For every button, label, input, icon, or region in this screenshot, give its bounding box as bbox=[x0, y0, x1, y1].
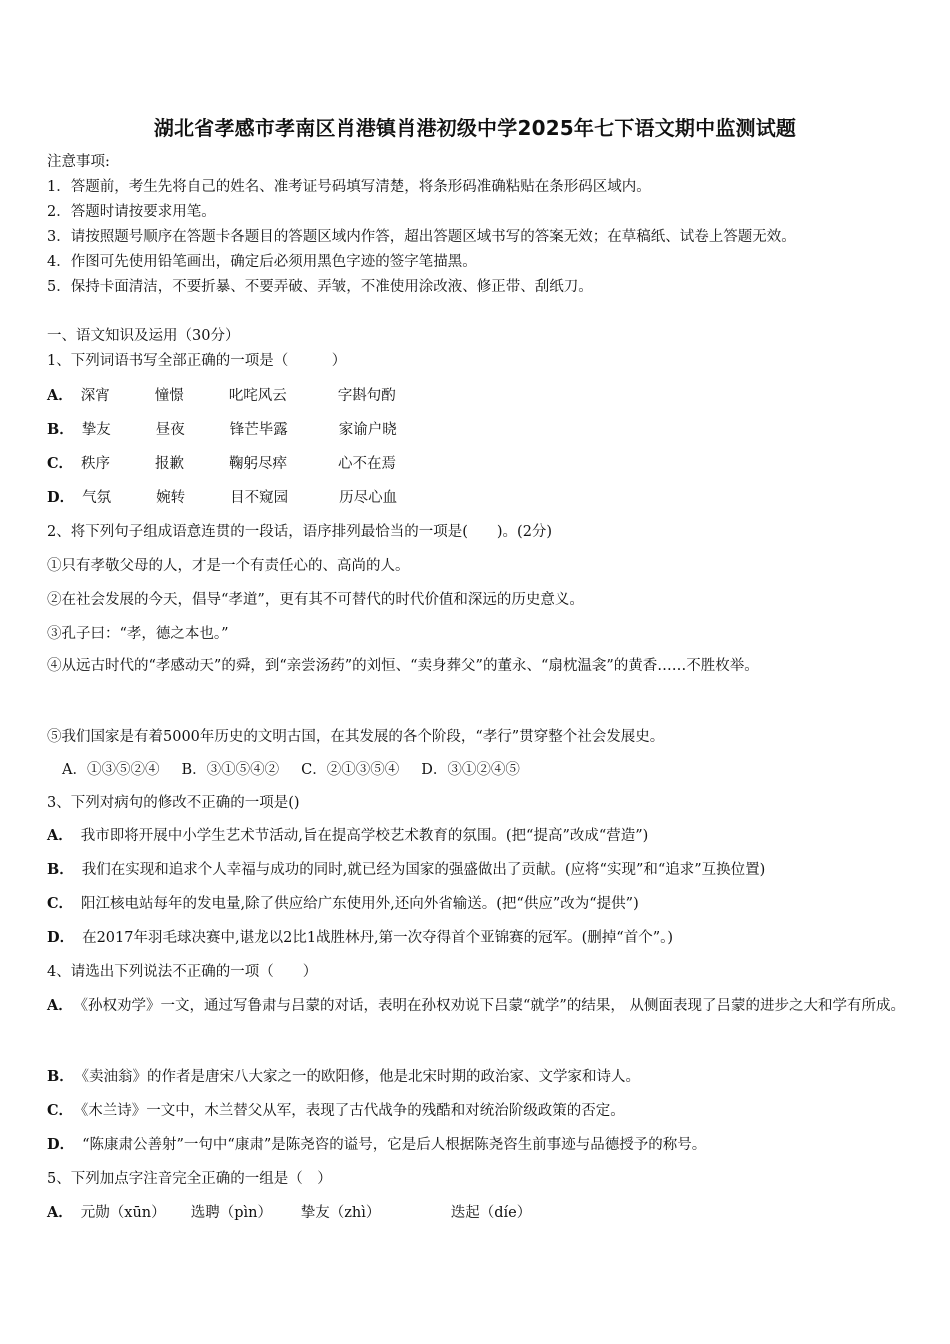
q2-sentence: ③孔子曰：“孝，德之本也。” bbox=[47, 626, 229, 642]
option-label: D． bbox=[47, 1136, 75, 1153]
option-text: 《木兰诗》一文中，木兰替父从军，表现了古代战争的残酷和对统治阶级政策的否定。 bbox=[81, 1103, 625, 1119]
choice: D．③①②④⑤ bbox=[421, 762, 520, 778]
option-text: 阳江核电站每年的发电量,除了供应给广东使用外,还向外省输送。(把“供应”改为“提供”) bbox=[81, 896, 639, 912]
option-word: 秩序 bbox=[81, 456, 111, 472]
q5-stem: 5、下列加点字注音完全正确的一组是（ ） bbox=[47, 1171, 332, 1187]
option-label: A． bbox=[47, 387, 73, 404]
q1-option-a bbox=[47, 386, 396, 406]
option-word: 鞠躬尽瘁 bbox=[229, 456, 288, 472]
option-label: C． bbox=[47, 1102, 74, 1119]
section-heading: 一、语文知识及运用（30分） bbox=[47, 328, 240, 344]
q3-option-c bbox=[47, 894, 639, 914]
option-word: 报歉 bbox=[155, 456, 185, 472]
q1-option-b bbox=[47, 420, 397, 440]
q3-stem: 3、下列对病句的修改不正确的一项是() bbox=[47, 795, 300, 811]
option-word: 婉转 bbox=[156, 490, 186, 506]
q2-sentence: ①只有孝敬父母的人，才是一个有责任心的、高尚的人。 bbox=[47, 558, 410, 574]
option-word: 深宵 bbox=[80, 388, 110, 404]
option-text: 我们在实现和追求个人幸福与成功的同时,就已经为国家的强盛做出了贡献。(应将“实现”和“追求”互换位置) bbox=[81, 862, 766, 878]
option-word: 气氛 bbox=[82, 490, 112, 506]
notice-item: 4．作图可先使用铅笔画出，确定后必须用黑色字迹的签字笔描黑。 bbox=[47, 254, 477, 270]
q2-choices bbox=[62, 760, 542, 780]
option-text: 《卖油翁》的作者是唐宋八大家之一的欧阳修，他是北宋时期的政治家、文学家和诗人。 bbox=[81, 1069, 641, 1085]
option-label: D． bbox=[47, 489, 75, 506]
option-label: B． bbox=[47, 1068, 74, 1085]
option-label: C． bbox=[47, 455, 74, 472]
q4-option-c bbox=[47, 1101, 625, 1121]
notice-item: 1．答题前，考生先将自己的姓名、准考证号码填写清楚，将条形码准确粘贴在条形码区域内。 bbox=[47, 179, 651, 195]
q4-option-b bbox=[47, 1067, 640, 1087]
choice: B．③①⑤④② bbox=[181, 762, 280, 778]
option-word: 选聘（pìn） bbox=[190, 1205, 273, 1221]
q4-stem: 4、请选出下列说法不正确的一项（ ） bbox=[47, 964, 318, 980]
option-word: 迭起（díe） bbox=[450, 1205, 532, 1221]
option-word: 目不窥园 bbox=[230, 490, 289, 506]
choice: A．①③⑤②④ bbox=[62, 762, 160, 778]
option-label: A． bbox=[47, 997, 73, 1014]
option-label: A． bbox=[47, 1204, 73, 1221]
q5-option-a bbox=[47, 1203, 531, 1223]
q2-sentence: ⑤我们国家是有着5000年历史的文明古国，在其发展的各个阶段，“孝行”贯穿整个社会发展史。 bbox=[47, 729, 665, 745]
q2-sentence: ②在社会发展的今天，倡导“孝道”，更有其不可替代的时代价值和深远的历史意义。 bbox=[47, 592, 584, 608]
option-word: 历尽心血 bbox=[339, 490, 398, 506]
option-text: 在2017年羽毛球决赛中,谌龙以2比1战胜林丹,第一次夺得首个亚锦赛的冠军。(删掉“首个”。) bbox=[82, 930, 674, 946]
option-text: “陈康肃公善射”一句中“康肃”是陈尧咨的谥号，它是后人根据陈尧咨生前事迹与品德授予的称号。 bbox=[82, 1137, 707, 1153]
option-word: 家谕户晓 bbox=[338, 422, 397, 438]
option-label: B． bbox=[47, 861, 74, 878]
option-word: 昼夜 bbox=[155, 422, 185, 438]
option-text: 《孙权劝学》一文，通过写鲁肃与吕蒙的对话，表明在孙权劝说下吕蒙“就学”的结果， 从侧面表现了吕蒙的进步之大和学有所成。 bbox=[80, 998, 905, 1014]
option-word: 心不在焉 bbox=[338, 456, 397, 472]
q1-option-c bbox=[47, 454, 396, 474]
option-label: C． bbox=[47, 895, 74, 912]
notice-item: 3．请按照题号顺序在答题卡各题目的答题区域内作答，超出答题区域书写的答案无效；在草稿纸、试卷上答题无效。 bbox=[47, 229, 796, 245]
option-word: 憧憬 bbox=[154, 388, 184, 404]
option-word: 元勋（xūn） bbox=[80, 1205, 166, 1221]
option-word: 挚友（zhì） bbox=[300, 1205, 381, 1221]
option-word: 字斟句酌 bbox=[337, 388, 396, 404]
q1-option-d bbox=[47, 488, 397, 508]
q1-stem: 1、下列词语书写全部正确的一项是（ ） bbox=[47, 353, 347, 369]
notice-item: 2．答题时请按要求用笔。 bbox=[47, 204, 216, 220]
option-label: D． bbox=[47, 929, 75, 946]
option-word: 叱咤风云 bbox=[228, 388, 287, 404]
q4-option-d bbox=[47, 1135, 706, 1155]
option-word: 挚友 bbox=[81, 422, 111, 438]
notice-heading: 注意事项: bbox=[47, 154, 110, 170]
q2-stem: 2、将下列句子组成语意连贯的一段话，语序排列最恰当的一项是( )。(2分) bbox=[47, 524, 553, 540]
option-label: B． bbox=[47, 421, 74, 438]
option-word: 锋芒毕露 bbox=[229, 422, 288, 438]
q2-sentence: ④从远古时代的“孝感动天”的舜，到“亲尝汤药”的刘恒、“卖身葬父”的董永、“扇枕温衾”的黄香……不胜枚举。 bbox=[47, 658, 759, 674]
q4-option-a bbox=[47, 988, 907, 1024]
option-label: A． bbox=[47, 827, 73, 844]
choice: C．②①③⑤④ bbox=[301, 762, 400, 778]
page-title: 湖北省孝感市孝南区肖港镇肖港初级中学2025年七下语文期中监测试题 bbox=[153, 116, 797, 140]
notice-item: 5．保持卡面清洁，不要折暴、不要弄破、弄皱，不准使用涂改液、修正带、刮纸刀。 bbox=[47, 279, 593, 295]
q3-option-a bbox=[47, 826, 648, 846]
q3-option-b bbox=[47, 860, 765, 880]
option-text: 我市即将开展中小学生艺术节活动,旨在提高学校艺术教育的氛围。(把“提高”改成“营造”) bbox=[80, 828, 649, 844]
q3-option-d bbox=[47, 928, 673, 948]
